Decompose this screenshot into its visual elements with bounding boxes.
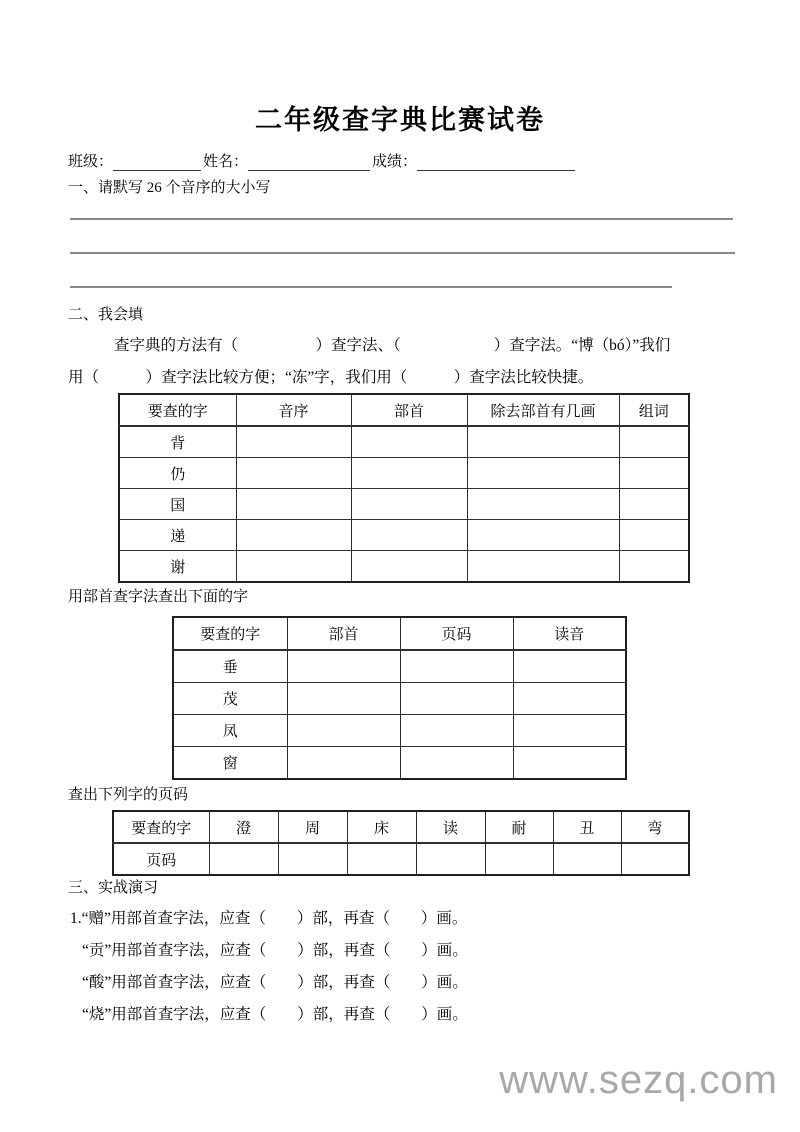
empty-cell <box>236 458 351 489</box>
target-char: 床 <box>347 811 416 843</box>
target-char: 凤 <box>173 715 287 747</box>
empty-cell <box>467 520 619 551</box>
table-row <box>113 811 689 843</box>
empty-cell <box>513 650 626 683</box>
target-char: 丑 <box>553 811 621 843</box>
table-row <box>173 650 626 683</box>
empty-cell <box>287 747 400 780</box>
empty-cell <box>416 843 485 875</box>
column-header: 要查的字 <box>173 617 287 650</box>
class-blank <box>113 155 201 171</box>
table-row <box>173 683 626 715</box>
table2-caption: 用部首查字法查出下面的字 <box>68 589 249 605</box>
empty-cell <box>513 747 626 780</box>
question-1: 1.“赠”用部首查字法，应查（ ）部，再查（ ）画。 <box>70 910 468 927</box>
name-label: 姓名： <box>203 154 249 170</box>
empty-cell <box>467 426 619 458</box>
page-number-table <box>112 810 690 876</box>
answer-line-1 <box>70 218 733 220</box>
lookup-table-1 <box>118 393 690 583</box>
table-row <box>119 551 689 583</box>
target-char: 仍 <box>119 458 236 489</box>
column-header: 除去部首有几画 <box>467 394 619 426</box>
empty-cell <box>553 843 621 875</box>
score-blank <box>417 155 575 171</box>
table-row <box>119 520 689 551</box>
lookup-table-2 <box>172 616 627 780</box>
target-char: 谢 <box>119 551 236 583</box>
empty-cell <box>621 843 689 875</box>
table-row <box>119 394 689 426</box>
target-char: 递 <box>119 520 236 551</box>
empty-cell <box>619 551 689 583</box>
target-char: 窗 <box>173 747 287 780</box>
column-header: 部首 <box>351 394 467 426</box>
empty-cell <box>351 520 467 551</box>
empty-cell <box>485 843 553 875</box>
empty-cell <box>236 551 351 583</box>
column-header: 组词 <box>619 394 689 426</box>
target-char: 周 <box>278 811 347 843</box>
column-header: 部首 <box>287 617 400 650</box>
section1-heading: 一、请默写 26 个音序的大小写 <box>68 180 271 196</box>
table-row <box>119 489 689 520</box>
question-2: “贡”用部首查字法，应查（ ）部，再查（ ）画。 <box>82 942 468 959</box>
empty-cell <box>287 715 400 747</box>
answer-line-2 <box>70 252 735 254</box>
empty-cell <box>209 843 278 875</box>
target-char: 读 <box>416 811 485 843</box>
table-row <box>173 617 626 650</box>
table-row <box>173 747 626 780</box>
name-blank <box>248 155 370 171</box>
empty-cell <box>400 715 513 747</box>
empty-cell <box>351 551 467 583</box>
question-3: “酸”用部首查字法，应查（ ）部，再查（ ）画。 <box>82 974 468 991</box>
empty-cell <box>236 520 351 551</box>
empty-cell <box>513 715 626 747</box>
empty-cell <box>467 458 619 489</box>
row-header: 页码 <box>113 843 209 875</box>
empty-cell <box>619 458 689 489</box>
empty-cell <box>278 843 347 875</box>
empty-cell <box>351 489 467 520</box>
empty-cell <box>351 426 467 458</box>
section2-heading: 二、我会填 <box>68 307 144 323</box>
target-char: 茂 <box>173 683 287 715</box>
empty-cell <box>619 489 689 520</box>
empty-cell <box>347 843 416 875</box>
student-info-row <box>68 150 748 171</box>
score-label: 成绩： <box>372 154 418 170</box>
target-char: 澄 <box>209 811 278 843</box>
row-header: 要查的字 <box>113 811 209 843</box>
column-header: 音序 <box>236 394 351 426</box>
empty-cell <box>400 747 513 780</box>
column-header: 读音 <box>513 617 626 650</box>
section3-heading: 三、实战演习 <box>68 880 159 896</box>
answer-line-3 <box>70 286 672 288</box>
empty-cell <box>619 426 689 458</box>
empty-cell <box>287 683 400 715</box>
empty-cell <box>400 650 513 683</box>
empty-cell <box>287 650 400 683</box>
site-watermark: www.sezq.com <box>499 1058 778 1102</box>
table-row <box>173 715 626 747</box>
empty-cell <box>467 489 619 520</box>
fill-paragraph-line2: 用（ ）查字法比较方便；“冻”字，我们用（ ）查字法比较快捷。 <box>68 369 594 386</box>
empty-cell <box>513 683 626 715</box>
target-char: 背 <box>119 426 236 458</box>
fill-paragraph-line1: 查字典的方法有（ ）查字法、（ ）查字法。“博（bó）”我们 <box>114 337 671 354</box>
table-row <box>113 843 689 875</box>
empty-cell <box>400 683 513 715</box>
empty-cell <box>467 551 619 583</box>
column-header: 要查的字 <box>119 394 236 426</box>
target-char: 垂 <box>173 650 287 683</box>
empty-cell <box>236 426 351 458</box>
empty-cell <box>351 458 467 489</box>
question-4: “烧”用部首查字法，应查（ ）部，再查（ ）画。 <box>82 1006 468 1023</box>
table-row <box>119 426 689 458</box>
column-header: 页码 <box>400 617 513 650</box>
table-row <box>119 458 689 489</box>
target-char: 耐 <box>485 811 553 843</box>
empty-cell <box>619 520 689 551</box>
class-label: 班级： <box>68 154 114 170</box>
target-char: 国 <box>119 489 236 520</box>
empty-cell <box>236 489 351 520</box>
target-char: 弯 <box>621 811 689 843</box>
page-title: 二年级查字典比赛试卷 <box>255 105 545 135</box>
table3-caption: 查出下列字的页码 <box>68 787 189 803</box>
